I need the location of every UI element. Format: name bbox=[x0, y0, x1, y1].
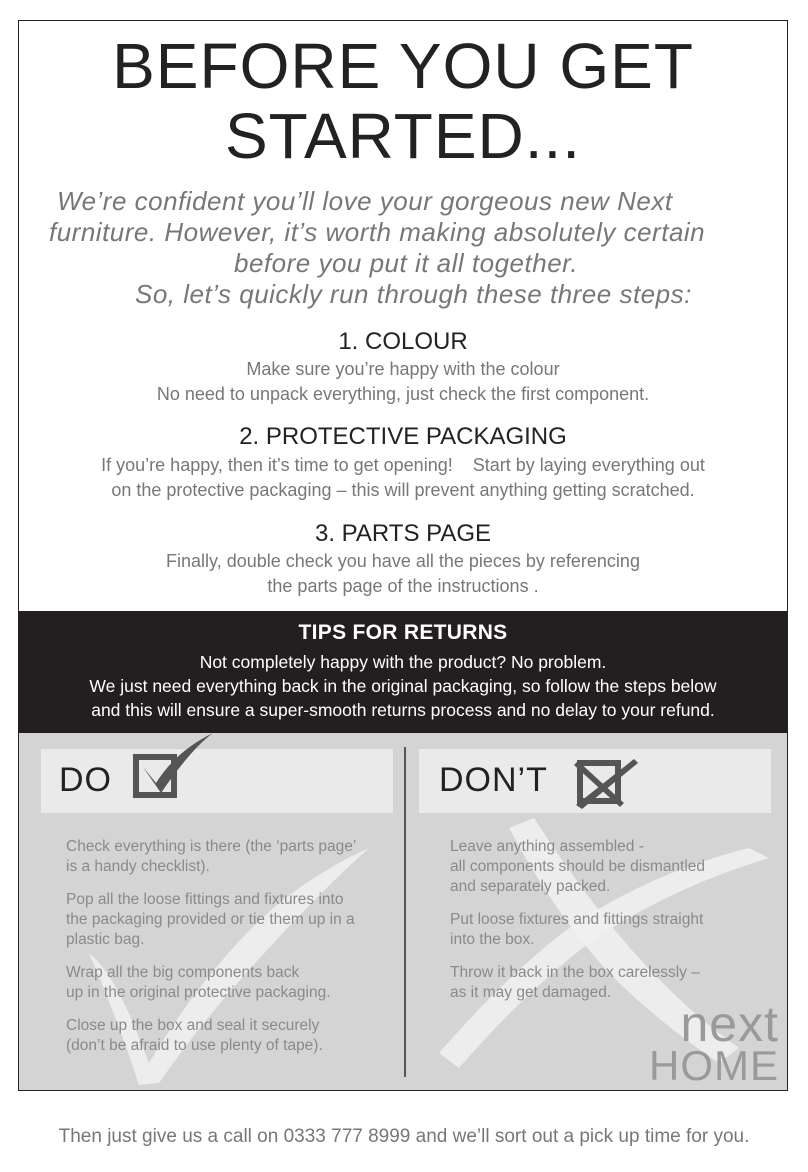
logo-next: next bbox=[680, 996, 779, 1052]
step-1-line-2: No need to unpack everything, just check the first component. bbox=[156, 384, 650, 404]
cross-box-icon bbox=[574, 755, 644, 811]
dont-header bbox=[419, 749, 771, 813]
step-2-text bbox=[19, 453, 787, 503]
do-label: DO bbox=[59, 761, 112, 799]
step-3-title: 3. PARTS PAGE bbox=[314, 520, 492, 547]
list-item: Throw it back in the box carelessly – as it may get damaged. bbox=[450, 964, 700, 1001]
do-header bbox=[41, 749, 393, 813]
title-line-2: STARTED... bbox=[224, 100, 582, 172]
next-home-logo bbox=[649, 996, 779, 1089]
tips-line-3: and this will ensure a super-smooth returns process and no delay to your refund. bbox=[91, 700, 715, 720]
page-title bbox=[19, 31, 787, 171]
step-1-line-1: Make sure you’re happy with the colour bbox=[246, 359, 560, 379]
list-item: Check everything is there (the ‘parts page’ is a handy checklist). bbox=[66, 838, 357, 875]
intro-line-3: before you put it all together. bbox=[234, 248, 579, 278]
list-item: Pop all the loose fittings and fixtures into the packaging provided or tie them up in a plastic bag. bbox=[66, 891, 355, 948]
list-item: Wrap all the big components back up in the original protective packaging. bbox=[66, 964, 331, 1001]
column-divider bbox=[404, 747, 406, 1077]
list-item: Put loose fixtures and fittings straight into the box. bbox=[450, 911, 704, 948]
check-box-icon bbox=[131, 733, 221, 811]
step-2-line-2: on the protective packaging – this will prevent anything getting scratched. bbox=[111, 480, 695, 500]
flyer-frame bbox=[18, 20, 788, 1091]
list-item: Leave anything assembled - all components should be dismantled and separately packed. bbox=[450, 838, 706, 895]
do-list bbox=[66, 837, 356, 1069]
footer-text: Then just give us a call on 0333 777 8999 and we’ll sort out a pick up time for you. bbox=[58, 1126, 750, 1147]
title-line-1: BEFORE YOU GET bbox=[112, 30, 694, 102]
step-2-title: 2. PROTECTIVE PACKAGING bbox=[239, 423, 567, 450]
step-3-text bbox=[19, 549, 787, 599]
step-3-line-1: Finally, double check you have all the pieces by referencing bbox=[166, 551, 640, 571]
tips-line-2: We just need everything back in the original packaging, so follow the steps below bbox=[89, 676, 717, 696]
intro-line-1: We’re confident you’ll love your gorgeous new Next bbox=[57, 186, 673, 216]
logo-home: HOME bbox=[649, 1042, 779, 1089]
intro-line-2: furniture. However, it’s worth making absolutely certain bbox=[49, 217, 706, 247]
step-1-title: 1. COLOUR bbox=[338, 328, 468, 355]
step-1-text bbox=[19, 357, 787, 407]
tips-text bbox=[19, 650, 787, 722]
list-item: Close up the box and seal it securely (don’t be afraid to use plenty of tape). bbox=[66, 1017, 323, 1054]
step-3-line-2: the parts page of the instructions . bbox=[267, 576, 539, 596]
tips-line-1: Not completely happy with the product? No problem. bbox=[199, 652, 607, 672]
intro-text bbox=[39, 186, 779, 310]
returns-panel bbox=[19, 733, 787, 1091]
dont-label: DON’T bbox=[439, 761, 548, 799]
step-2-line-1: If you’re happy, then it’s time to get opening! Start by laying everything out bbox=[101, 455, 705, 475]
tips-banner bbox=[19, 611, 787, 733]
dont-list bbox=[450, 837, 705, 1016]
tips-title: TIPS FOR RETURNS bbox=[298, 621, 508, 644]
intro-line-4: So, let’s quickly run through these three steps: bbox=[135, 279, 692, 309]
